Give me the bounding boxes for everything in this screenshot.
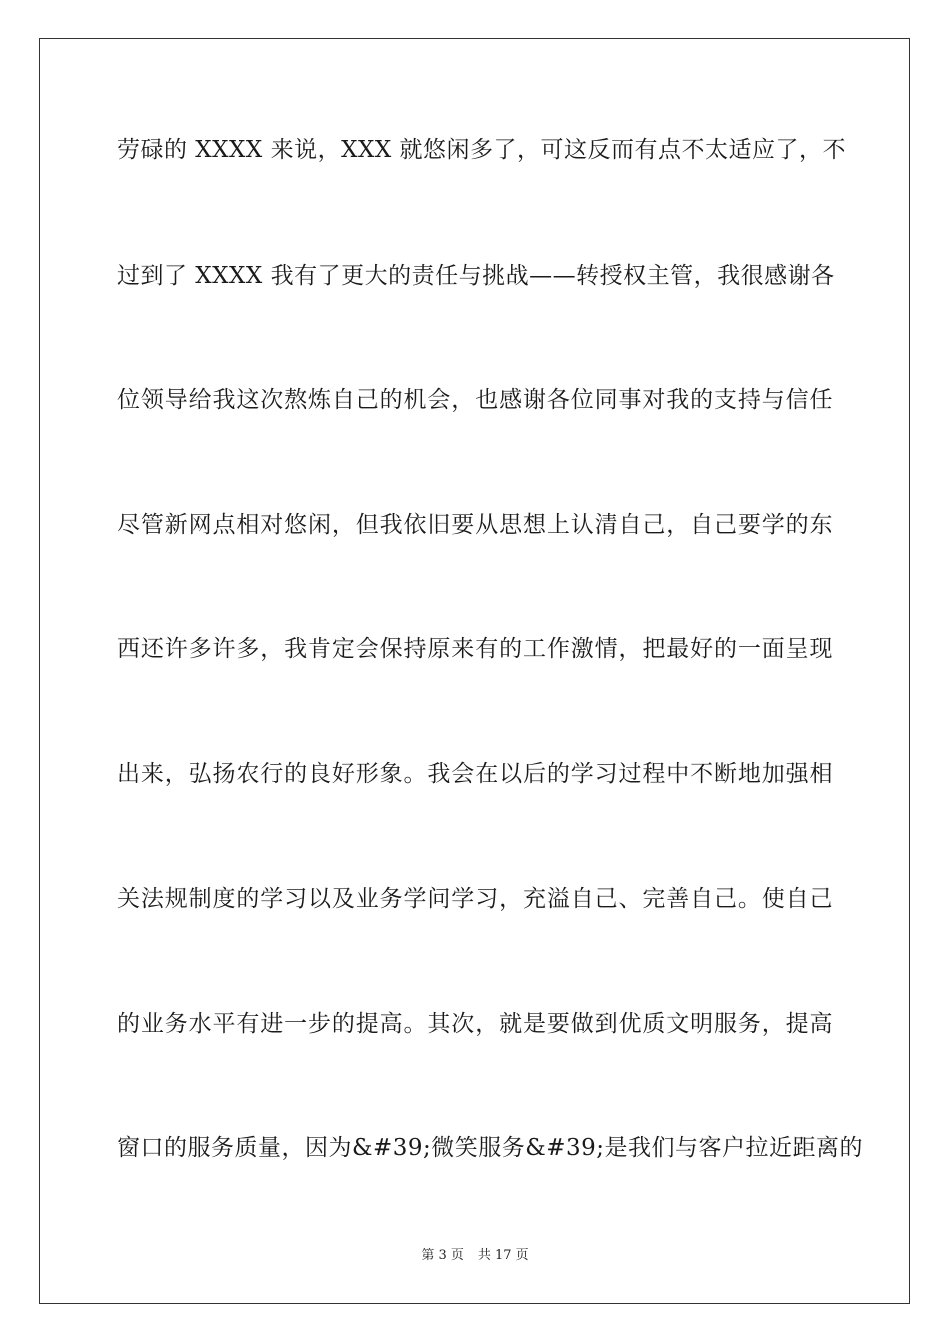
text-line: 过到了 XXXX 我有了更大的责任与挑战——转授权主管，我很感谢各: [117, 263, 835, 289]
text-line: 尽管新网点相对悠闲，但我依旧要从思想上认清自己，自己要学的东: [117, 512, 833, 538]
text-line: 西还许多许多，我肯定会保持原来有的工作激情，把最好的一面呈现: [117, 636, 833, 662]
page-footer: [0, 1247, 950, 1265]
text-line: 位领导给我这次熬炼自己的机会，也感谢各位同事对我的支持与信任: [117, 387, 833, 413]
text-line: 关法规制度的学习以及业务学问学习，充溢自己、完善自己。使自己: [117, 886, 833, 912]
text-line: 的业务水平有进一步的提高。其次，就是要做到优质文明服务，提高: [117, 1011, 833, 1037]
page-border: [39, 38, 910, 1304]
text-line: 劳碌的 XXXX 来说，XXX 就悠闲多了，可这反而有点不太适应了，不: [117, 137, 847, 163]
text-line: 出来，弘扬农行的良好形象。我会在以后的学习过程中不断地加强相: [117, 761, 833, 787]
page-number: 第 3 页: [421, 1248, 464, 1263]
text-line: 窗口的服务质量，因为&#39;微笑服务&#39;是我们与客户拉近距离的: [117, 1135, 864, 1161]
page-total: 共 17 页: [477, 1248, 529, 1263]
